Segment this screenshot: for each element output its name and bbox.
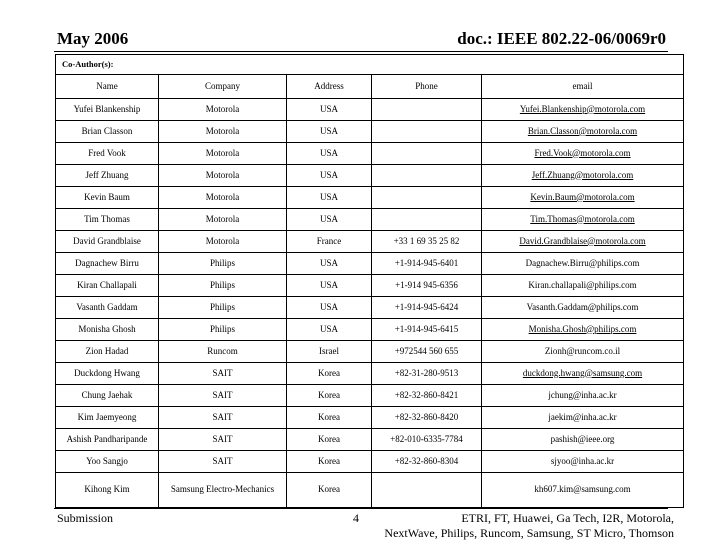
cell-phone: +82-32-860-8304 xyxy=(372,451,482,473)
cell-company: Philips xyxy=(159,275,287,297)
cell-company: Runcom xyxy=(159,341,287,363)
cell-address: France xyxy=(287,231,372,253)
cell-company: Motorola xyxy=(159,231,287,253)
cell-email xyxy=(482,143,684,165)
table-row xyxy=(56,231,684,253)
cell-phone: +33 1 69 35 25 82 xyxy=(372,231,482,253)
cell-address: Korea xyxy=(287,363,372,385)
table-header-row xyxy=(56,75,684,99)
cell-company: Motorola xyxy=(159,187,287,209)
cell-company: Philips xyxy=(159,297,287,319)
cell-address: USA xyxy=(287,297,372,319)
cell-name: Kiran Challapali xyxy=(56,275,159,297)
cell-email xyxy=(482,165,684,187)
email-link[interactable]: Jeff.Zhuang@motorola.com xyxy=(531,169,634,180)
column-header-phone: Phone xyxy=(372,75,482,99)
cell-name: Yufei Blankenship xyxy=(56,99,159,121)
cell-phone xyxy=(372,143,482,165)
cell-email xyxy=(482,363,684,385)
cell-name: Vasanth Gaddam xyxy=(56,297,159,319)
cell-name: Brian Classon xyxy=(56,121,159,143)
cell-phone: +82-31-280-9513 xyxy=(372,363,482,385)
footer-affiliations-line2: NextWave, Philips, Runcom, Samsung, ST Micro, Thomson xyxy=(384,526,674,540)
cell-address: Korea xyxy=(287,429,372,451)
cell-company: Philips xyxy=(159,319,287,341)
cell-address: USA xyxy=(287,275,372,297)
cell-name: Duckdong Hwang xyxy=(56,363,159,385)
cell-name: David Grandblaise xyxy=(56,231,159,253)
cell-name: Chung Jaehak xyxy=(56,385,159,407)
cell-email xyxy=(482,121,684,143)
cell-company: Motorola xyxy=(159,121,287,143)
cell-company: SAIT xyxy=(159,363,287,385)
cell-address: Israel xyxy=(287,341,372,363)
cell-phone xyxy=(372,99,482,121)
email-link[interactable]: Monisha.Ghosh@philips.com xyxy=(528,323,637,334)
column-header-address: Address xyxy=(287,75,372,99)
cell-email xyxy=(482,99,684,121)
cell-email: Kiran.challapali@philips.com xyxy=(482,275,684,297)
cell-name: Kihong Kim xyxy=(56,473,159,508)
column-header-email: email xyxy=(482,75,684,99)
cell-company: Motorola xyxy=(159,143,287,165)
email-link[interactable]: Kevin.Baum@motorola.com xyxy=(530,191,635,202)
cell-email xyxy=(482,209,684,231)
table-row xyxy=(56,165,684,187)
cell-name: Zion Hadad xyxy=(56,341,159,363)
cell-phone: +82-32-860-8421 xyxy=(372,385,482,407)
document-number: doc.: IEEE 802.22-06/0069r0 xyxy=(457,29,666,48)
email-link[interactable]: Tim.Thomas@motorola.com xyxy=(530,213,635,224)
cell-email: Vasanth.Gaddam@philips.com xyxy=(482,297,684,319)
table-row xyxy=(56,385,684,407)
page-number: 4 xyxy=(353,511,359,525)
cell-address: USA xyxy=(287,99,372,121)
cell-name: Ashish Pandharipande xyxy=(56,429,159,451)
table-title-row xyxy=(56,55,684,75)
cell-address: USA xyxy=(287,187,372,209)
table-row xyxy=(56,363,684,385)
cell-company: Samsung Electro-Mechanics xyxy=(159,473,287,508)
table-row xyxy=(56,209,684,231)
table-row xyxy=(56,99,684,121)
cell-company: SAIT xyxy=(159,385,287,407)
cell-address: Korea xyxy=(287,385,372,407)
cell-phone xyxy=(372,121,482,143)
table-row xyxy=(56,121,684,143)
cell-phone: +1-914-945-6415 xyxy=(372,319,482,341)
table-title: Co-Author(s): xyxy=(56,55,684,75)
cell-email: kh607.kim@samsung.com xyxy=(482,473,684,508)
table-row xyxy=(56,319,684,341)
cell-company: SAIT xyxy=(159,407,287,429)
cell-phone xyxy=(372,209,482,231)
cell-email xyxy=(482,231,684,253)
cell-name: Kim Jaemyeong xyxy=(56,407,159,429)
cell-phone: +1-914 945-6356 xyxy=(372,275,482,297)
cell-address: Korea xyxy=(287,473,372,508)
cell-phone: +1-914-945-6401 xyxy=(372,253,482,275)
cell-address: USA xyxy=(287,253,372,275)
email-link[interactable]: Fred.Vook@motorola.com xyxy=(534,147,631,158)
cell-address: Korea xyxy=(287,451,372,473)
cell-name: Kevin Baum xyxy=(56,187,159,209)
cell-company: Philips xyxy=(159,253,287,275)
cell-name: Jeff Zhuang xyxy=(56,165,159,187)
table-row xyxy=(56,429,684,451)
cell-address: USA xyxy=(287,165,372,187)
cell-email: jchung@inha.ac.kr xyxy=(482,385,684,407)
cell-company: SAIT xyxy=(159,429,287,451)
co-authors-table xyxy=(55,54,684,508)
cell-email xyxy=(482,319,684,341)
table-row xyxy=(56,297,684,319)
cell-email: jaekim@inha.ac.kr xyxy=(482,407,684,429)
cell-phone: +82-32-860-8420 xyxy=(372,407,482,429)
table-row xyxy=(56,341,684,363)
cell-address: USA xyxy=(287,209,372,231)
cell-email xyxy=(482,187,684,209)
cell-address: Korea xyxy=(287,407,372,429)
table-row xyxy=(56,143,684,165)
cell-email: Dagnachew.Birru@philips.com xyxy=(482,253,684,275)
cell-company: Motorola xyxy=(159,209,287,231)
header-divider xyxy=(54,51,668,52)
cell-company: Motorola xyxy=(159,99,287,121)
cell-name: Fred Vook xyxy=(56,143,159,165)
cell-name: Yoo Sangjo xyxy=(56,451,159,473)
cell-phone: +972544 560 655 xyxy=(372,341,482,363)
email-link[interactable]: Brian.Classon@motorola.com xyxy=(527,125,638,136)
table-row xyxy=(56,253,684,275)
cell-phone xyxy=(372,165,482,187)
cell-email: sjyoo@inha.ac.kr xyxy=(482,451,684,473)
email-link[interactable]: David.Grandblaise@motorola.com xyxy=(519,235,646,246)
table-row xyxy=(56,473,684,508)
cell-phone xyxy=(372,473,482,508)
email-link[interactable]: Yufei.Blankenship@motorola.com xyxy=(519,103,646,114)
cell-phone: +82-010-6335-7784 xyxy=(372,429,482,451)
cell-phone xyxy=(372,187,482,209)
table-row xyxy=(56,187,684,209)
header-date: May 2006 xyxy=(57,29,129,48)
footer-submission: Submission xyxy=(57,511,114,525)
cell-company: Motorola xyxy=(159,165,287,187)
cell-name: Monisha Ghosh xyxy=(56,319,159,341)
table-row xyxy=(56,407,684,429)
footer-affiliations xyxy=(384,511,674,541)
cell-name: Tim Thomas xyxy=(56,209,159,231)
footer-divider xyxy=(54,508,668,509)
footer-affiliations-line1: ETRI, FT, Huawei, Ga Tech, I2R, Motorola, xyxy=(461,511,674,525)
table-row xyxy=(56,275,684,297)
cell-email: pashish@ieee.org xyxy=(482,429,684,451)
cell-phone: +1-914-945-6424 xyxy=(372,297,482,319)
cell-address: USA xyxy=(287,143,372,165)
cell-company: SAIT xyxy=(159,451,287,473)
cell-email: Zionh@runcom.co.il xyxy=(482,341,684,363)
cell-name: Dagnachew Birru xyxy=(56,253,159,275)
table-row xyxy=(56,451,684,473)
cell-address: USA xyxy=(287,121,372,143)
column-header-company: Company xyxy=(159,75,287,99)
email-link[interactable]: duckdong.hwang@samsung.com xyxy=(522,367,643,378)
cell-address: USA xyxy=(287,319,372,341)
column-header-name: Name xyxy=(56,75,159,99)
